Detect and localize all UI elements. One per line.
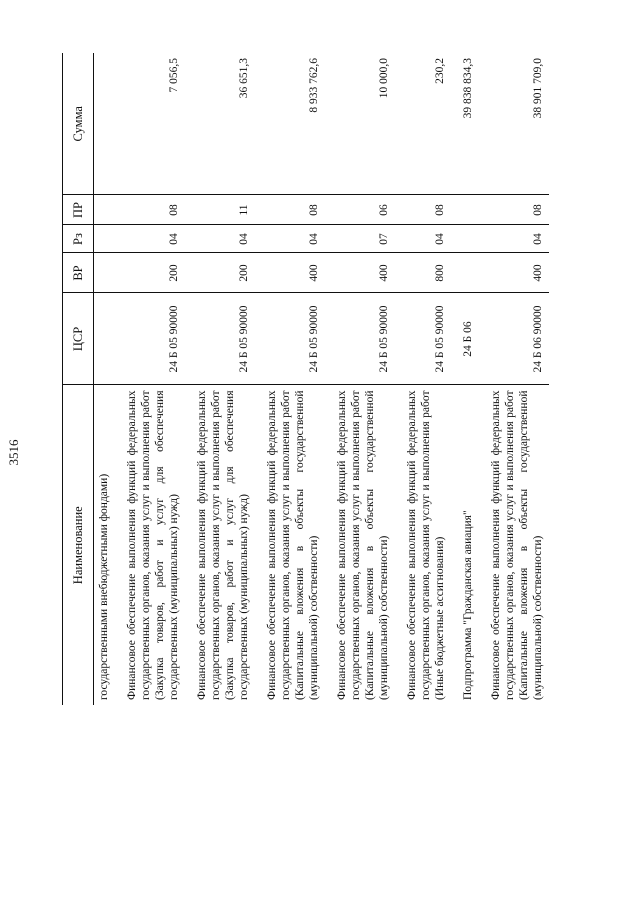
row-csr: 24 Б 05 90000 <box>325 293 395 385</box>
row-pr <box>94 195 116 225</box>
row-sum: 38 901 709,0 <box>479 53 549 195</box>
row-name: Подпрограмма "Гражданская авиация" <box>462 510 474 700</box>
table-row <box>395 53 451 705</box>
row-pr: 11 <box>185 195 255 225</box>
table-header-row <box>63 53 94 705</box>
row-sum: 7 056,5 <box>115 53 185 195</box>
table-row <box>255 53 325 705</box>
row-vr <box>94 253 116 293</box>
row-vr: 200 <box>185 253 255 293</box>
row-rz: 04 <box>479 225 549 253</box>
row-name: Финансовое обеспечение выполнения функций федеральных государственных органов, оказания услуг и выполнения работ (Капитальные вложения в объекты государственной (муниципальной) собственности) <box>490 390 544 700</box>
row-csr: 24 Б 05 90000 <box>255 293 325 385</box>
row-csr: 24 Б 05 90000 <box>115 293 185 385</box>
row-csr <box>94 293 116 385</box>
header-sum: Сумма <box>63 53 94 195</box>
table-row <box>325 53 395 705</box>
table-row <box>185 53 255 705</box>
header-rz: Рз <box>63 225 94 253</box>
row-vr: 800 <box>395 253 451 293</box>
row-rz: 07 <box>325 225 395 253</box>
row-name: Финансовое обеспечение выполнения функций федеральных государственных органов, оказания услуг и выполнения работ (Закупка товаров, работ и услуг для обеспечения государственных (муниципальных) нужд) <box>126 390 180 700</box>
header-vr: ВР <box>63 253 94 293</box>
row-rz: 04 <box>395 225 451 253</box>
row-pr: 08 <box>115 195 185 225</box>
row-sum: 230,2 <box>395 53 451 195</box>
row-vr: 400 <box>479 253 549 293</box>
row-rz <box>94 225 116 253</box>
row-name: Финансовое обеспечение выполнения функций федеральных государственных органов, оказания услуг и выполнения работ (Закупка товаров, работ и услуг для обеспечения государственных (муниципальных) нужд) <box>196 390 250 700</box>
page-number: 3516 <box>6 439 21 466</box>
row-sum: 10 000,0 <box>325 53 395 195</box>
row-pr: 08 <box>255 195 325 225</box>
row-sum: 39 838 834,3 <box>451 53 479 195</box>
row-rz <box>451 225 479 253</box>
row-csr: 24 Б 06 90000 <box>479 293 549 385</box>
row-rz: 04 <box>185 225 255 253</box>
row-csr: 24 Б 05 90000 <box>395 293 451 385</box>
row-rz: 04 <box>115 225 185 253</box>
header-name: Наименование <box>63 385 94 705</box>
table-row <box>451 53 479 705</box>
table-row <box>479 53 549 705</box>
row-csr: 24 Б 05 90000 <box>185 293 255 385</box>
row-pr: 06 <box>325 195 395 225</box>
row-name: Финансовое обеспечение выполнения функций федеральных государственных органов, оказания услуг и выполнения работ (Капитальные вложения в объекты государственной (муниципальной) собственности) <box>336 390 390 700</box>
row-vr: 400 <box>325 253 395 293</box>
row-name: Финансовое обеспечение выполнения функций федеральных государственных органов, оказания услуг и выполнения работ (Капитальные вложения в объекты государственной (муниципальной) собственности) <box>266 390 320 700</box>
row-rz: 04 <box>255 225 325 253</box>
row-sum: 8 933 762,6 <box>255 53 325 195</box>
row-sum: 36 651,3 <box>185 53 255 195</box>
row-vr: 400 <box>255 253 325 293</box>
row-pr: 08 <box>395 195 451 225</box>
row-vr: 200 <box>115 253 185 293</box>
row-csr: 24 Б 06 <box>451 293 479 385</box>
row-vr <box>451 253 479 293</box>
budget-table <box>62 53 549 705</box>
row-name: Финансовое обеспечение выполнения функций федеральных государственных органов, оказания услуг и выполнения работ (Иные бюджетные ассигнования) <box>406 390 446 700</box>
header-csr: ЦСР <box>63 293 94 385</box>
table-row <box>115 53 185 705</box>
row-sum <box>94 53 116 195</box>
row-pr: 08 <box>479 195 549 225</box>
table-row <box>94 53 116 705</box>
row-pr <box>451 195 479 225</box>
header-pr: ПР <box>63 195 94 225</box>
row-name: государственными внебюджетными фондами) <box>98 473 110 700</box>
